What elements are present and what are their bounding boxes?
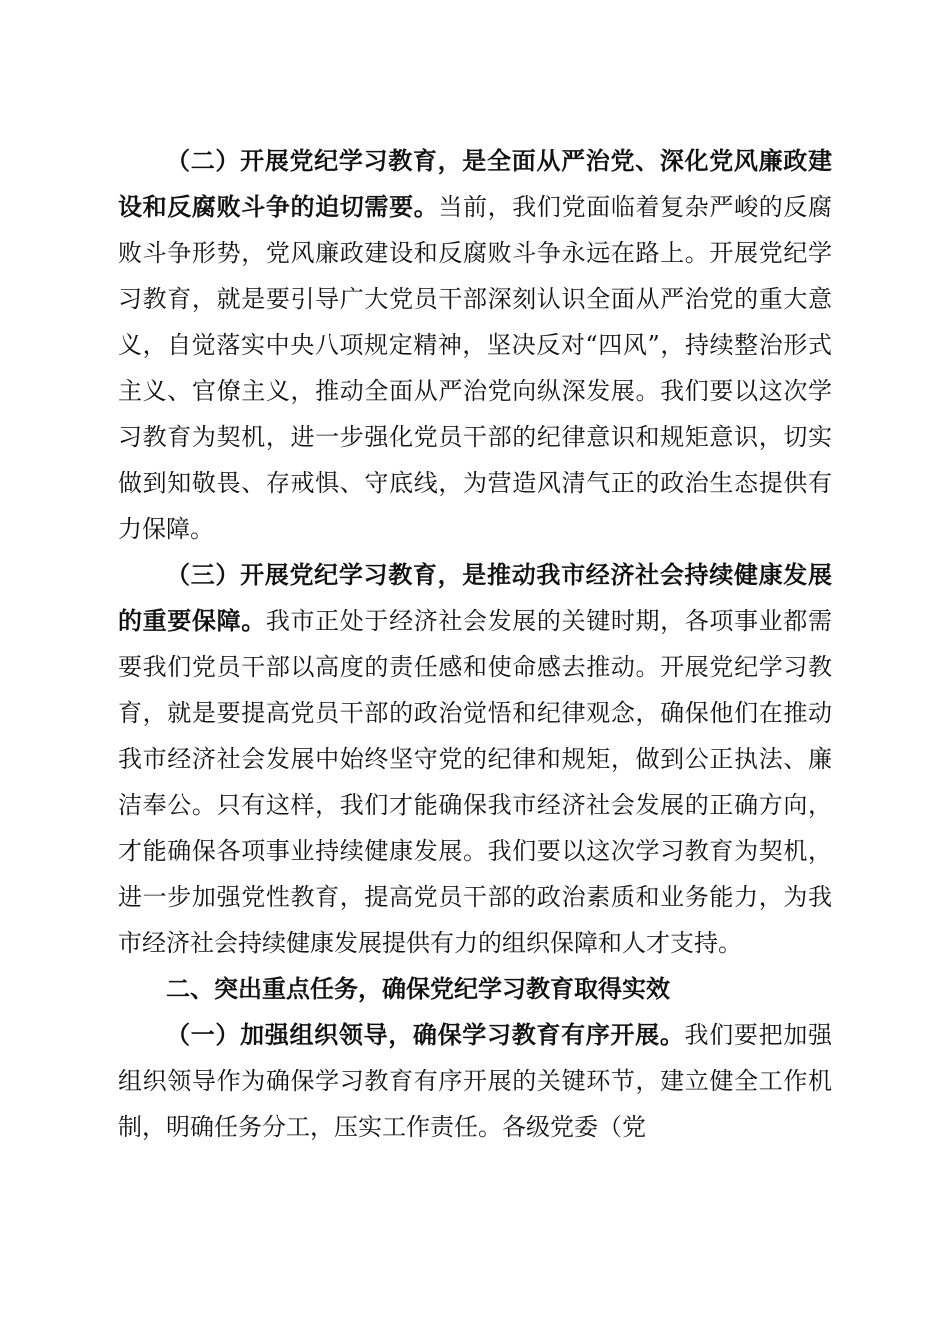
paragraph-section2-1-lead: （一）加强组织领导，确保学习教育有序开展。 (166, 1021, 685, 1049)
paragraph-3-body: 我市正处于经济社会发展的关键时期，各项事业都需要我们党员干部以高度的责任感和使命感去推动。开展党纪学习教育，就是要提高党员干部的政治觉悟和纪律观念，确保他们在推动我市经济社会发展中始终坚守党的纪律和规矩，做到公正执法、廉洁奉公。只有这样，我们才能确保我市经济社会发展的正确方向，才能确保各项事业持续健康发展。我们要以这次学习教育为契机，进一步加强党性教育，提高党员干部的政治素质和业务能力，为我市经济社会持续健康发展提供有力的组织保障和人才支持。 (118, 607, 833, 957)
document-body (118, 138, 832, 1150)
paragraph-3 (118, 552, 832, 966)
paragraph-section2-1 (118, 1012, 832, 1150)
paragraph-3-lead: （三）开展党纪学习教育，是推动我市经济社会持续健康发展的重要保障。 (118, 561, 832, 635)
paragraph-section2-1-body: 我们要把加强组织领导作为确保学习教育有序开展的关键环节，建立健全工作机制，明确任务分工，压实工作责任。各级党委（党 (118, 1021, 833, 1141)
section-heading: 二、突出重点任务，确保党纪学习教育取得实效 (166, 975, 670, 1003)
paragraph-2 (118, 138, 832, 552)
paragraph-2-body: 当前，我们党面临着复杂严峻的反腐败斗争形势，党风廉政建设和反腐败斗争永远在路上。开展党纪学习教育，就是要引导广大党员干部深刻认识全面从严治党的重大意义，自觉落实中央八项规定精神，坚决反对“四风”，持续整治形式主义、官僚主义，推动全面从严治党向纵深发展。我们要以这次学习教育为契机，进一步强化党员干部的纪律意识和规矩意识，切实做到知敬畏、存戒惧、守底线，为营造风清气正的政治生态提供有力保障。 (118, 193, 833, 543)
paragraph-2-lead: （二）开展党纪学习教育，是全面从严治党、深化党风廉政建设和反腐败斗争的迫切需要。 (118, 147, 832, 221)
